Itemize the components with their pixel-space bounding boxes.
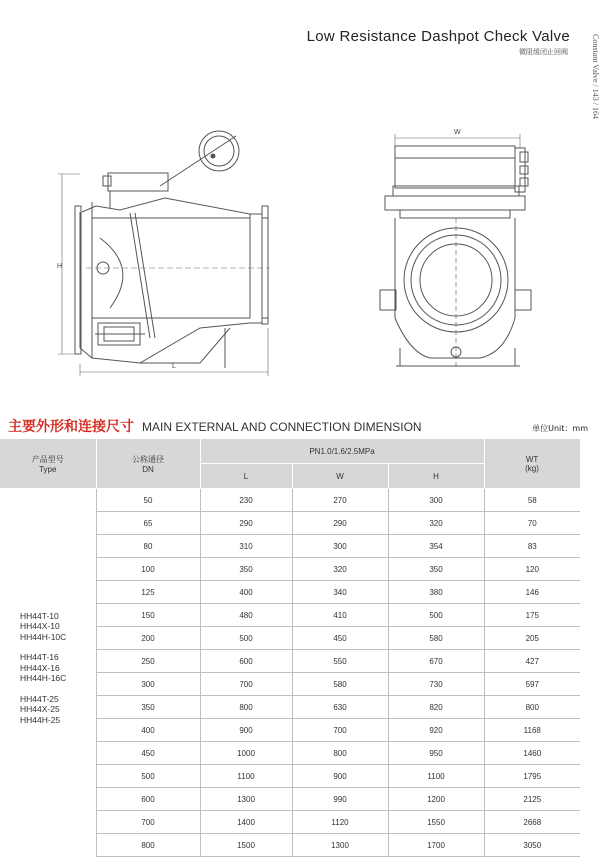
cell-dn: 80 (96, 535, 200, 558)
cell-l: 350 (200, 558, 292, 581)
page-title: Low Resistance Dashpot Check Valve (306, 28, 570, 45)
cell-dn: 50 (96, 489, 200, 512)
cell-w: 990 (292, 788, 388, 811)
cell-w: 800 (292, 742, 388, 765)
cell-w: 1300 (292, 834, 388, 857)
cell-wt: 1168 (484, 719, 580, 742)
cell-wt: 175 (484, 604, 580, 627)
cell-dn: 700 (96, 811, 200, 834)
type-model: HH44H-10C (20, 631, 67, 642)
cell-wt: 800 (484, 696, 580, 719)
cell-w: 550 (292, 650, 388, 673)
cell-l: 310 (200, 535, 292, 558)
cell-dn: 350 (96, 696, 200, 719)
type-group (20, 611, 96, 643)
cell-wt: 70 (484, 512, 580, 535)
cell-l: 1400 (200, 811, 292, 834)
side-running-text: Constant Valve / 143 / 164 (591, 34, 600, 119)
cell-h: 950 (388, 742, 484, 765)
cell-wt: 58 (484, 489, 580, 512)
cell-l: 700 (200, 673, 292, 696)
cell-w: 320 (292, 558, 388, 581)
table-row (0, 489, 580, 512)
cell-w: 630 (292, 696, 388, 719)
cell-wt: 1460 (484, 742, 580, 765)
cell-l: 1500 (200, 834, 292, 857)
type-group (20, 694, 96, 726)
side-view-drawing (75, 131, 268, 368)
cell-h: 730 (388, 673, 484, 696)
type-model: HH44X-16 (20, 662, 60, 673)
type-group (20, 652, 96, 684)
cell-l: 500 (200, 627, 292, 650)
cell-h: 1700 (388, 834, 484, 857)
cell-h: 820 (388, 696, 484, 719)
cell-l: 1100 (200, 765, 292, 788)
type-model: HH44H-25 (20, 714, 61, 725)
cell-w: 290 (292, 512, 388, 535)
section-title-cn: 主要外形和连接尺寸 (8, 419, 134, 435)
cell-dn: 800 (96, 834, 200, 857)
type-cell (0, 489, 96, 857)
type-model: HH44X-10 (20, 621, 60, 631)
cell-l: 600 (200, 650, 292, 673)
cell-h: 1200 (388, 788, 484, 811)
cell-dn: 600 (96, 788, 200, 811)
unit-label: 单位Unit：mm (532, 424, 588, 433)
page-subtitle: 微阻缓闭止回阀 (519, 48, 568, 56)
cell-dn: 100 (96, 558, 200, 581)
cell-wt: 83 (484, 535, 580, 558)
cell-wt: 427 (484, 650, 580, 673)
header-dn: 公称通径 DN (96, 439, 200, 489)
cell-h: 320 (388, 512, 484, 535)
section-heading (8, 416, 422, 436)
cell-h: 580 (388, 627, 484, 650)
cell-h: 380 (388, 581, 484, 604)
dimension-w-label: W (454, 129, 461, 136)
cell-l: 230 (200, 489, 292, 512)
header-w: W (292, 464, 388, 489)
cell-h: 354 (388, 535, 484, 558)
cell-l: 1300 (200, 788, 292, 811)
cell-l: 1000 (200, 742, 292, 765)
header-wt: WT (kg) (484, 439, 580, 489)
cell-w: 900 (292, 765, 388, 788)
cell-dn: 125 (96, 581, 200, 604)
cell-dn: 150 (96, 604, 200, 627)
cell-l: 480 (200, 604, 292, 627)
side-view-dimension-lines (58, 174, 270, 376)
cell-dn: 65 (96, 512, 200, 535)
type-model: HH44T-16 (20, 652, 59, 662)
header-pressure: PN1.0/1.6/2.5MPa (200, 439, 484, 464)
header-h: H (388, 464, 484, 489)
cell-dn: 500 (96, 765, 200, 788)
cell-h: 350 (388, 558, 484, 581)
cell-w: 340 (292, 581, 388, 604)
cell-wt: 3050 (484, 834, 580, 857)
cell-l: 400 (200, 581, 292, 604)
cell-dn: 300 (96, 673, 200, 696)
cell-dn: 200 (96, 627, 200, 650)
cell-w: 410 (292, 604, 388, 627)
dimension-table-body (0, 489, 580, 857)
cell-wt: 146 (484, 581, 580, 604)
type-model: HH44T-10 (20, 610, 59, 621)
type-model: HH44T-25 (20, 693, 59, 704)
cell-wt: 205 (484, 627, 580, 650)
cell-wt: 597 (484, 673, 580, 696)
cell-l: 900 (200, 719, 292, 742)
cell-l: 290 (200, 512, 292, 535)
cell-h: 670 (388, 650, 484, 673)
dimension-h-label: H (57, 263, 63, 270)
cell-w: 580 (292, 673, 388, 696)
header-l: L (200, 464, 292, 489)
front-view-drawing (380, 146, 531, 368)
type-model: HH44X-25 (20, 704, 60, 714)
type-model: HH44H-16C (20, 673, 67, 683)
cell-dn: 250 (96, 650, 200, 673)
cell-wt: 1795 (484, 765, 580, 788)
cell-dn: 450 (96, 742, 200, 765)
cell-h: 920 (388, 719, 484, 742)
cell-w: 300 (292, 535, 388, 558)
dimension-l-label: L (172, 363, 176, 370)
cell-w: 450 (292, 627, 388, 650)
cell-l: 800 (200, 696, 292, 719)
cell-w: 700 (292, 719, 388, 742)
valve-drawings (0, 118, 606, 390)
cell-w: 270 (292, 489, 388, 512)
cell-wt: 2668 (484, 811, 580, 834)
cell-dn: 400 (96, 719, 200, 742)
cell-h: 1550 (388, 811, 484, 834)
cell-wt: 2125 (484, 788, 580, 811)
cell-wt: 120 (484, 558, 580, 581)
cell-h: 1100 (388, 765, 484, 788)
cell-w: 1120 (292, 811, 388, 834)
header-type: 产品型号 Type (0, 439, 96, 489)
cell-h: 500 (388, 604, 484, 627)
cell-h: 300 (388, 489, 484, 512)
dimension-table (0, 439, 581, 857)
section-title-en: MAIN EXTERNAL AND CONNECTION DIMENSION (142, 420, 422, 434)
